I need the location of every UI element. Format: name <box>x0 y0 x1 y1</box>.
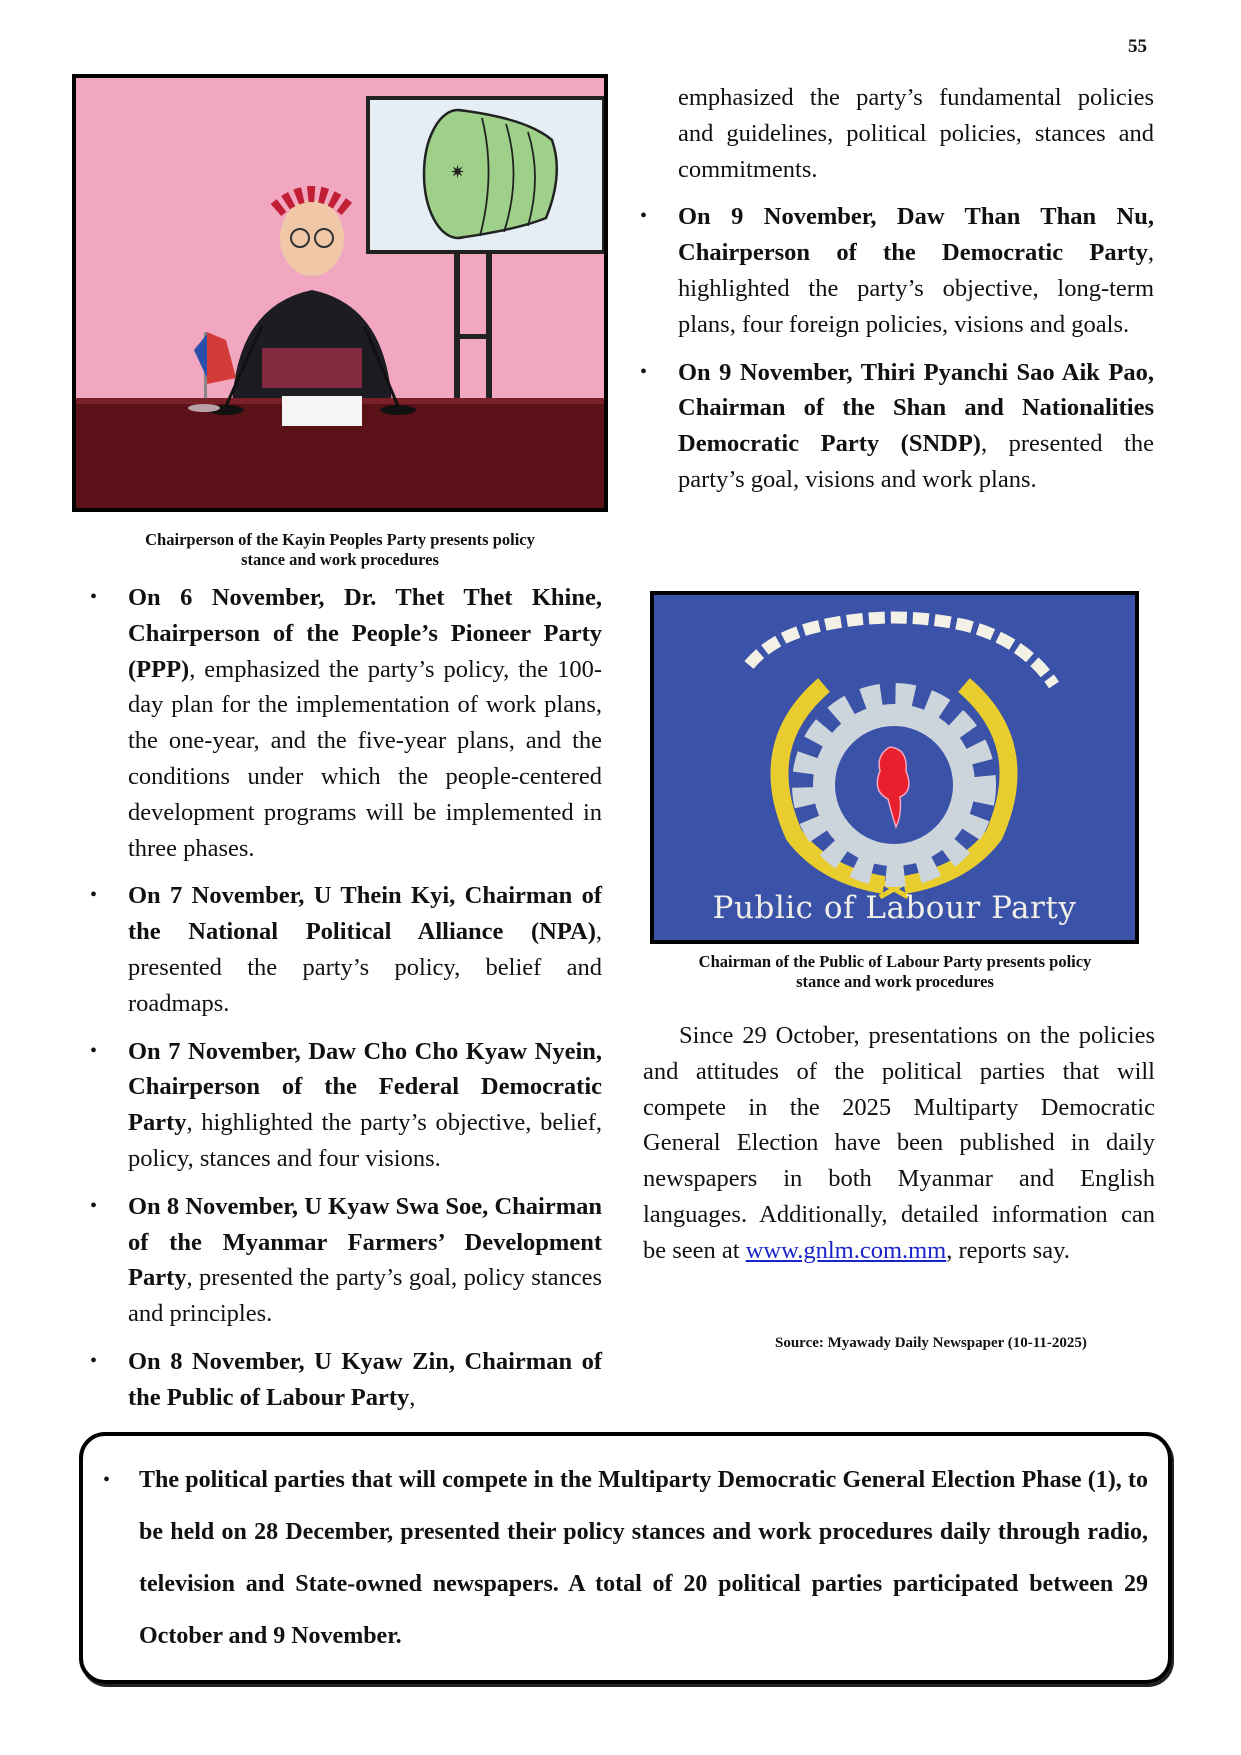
item-text: , <box>409 1383 416 1411</box>
right-column <box>640 80 1154 510</box>
list-item <box>640 199 1154 342</box>
logo-caption-line-2: stance and work procedures <box>796 972 994 991</box>
list-item <box>90 580 602 866</box>
photo-caption-line-2: stance and work procedures <box>241 550 439 569</box>
item-text: , presented the party’s goal, visions and work plans. <box>678 430 1154 493</box>
gnlm-link[interactable]: www.gnlm.com.mm <box>745 1236 947 1264</box>
bullet-icon: • <box>640 360 648 383</box>
article-paragraph <box>643 1018 1155 1269</box>
article-text-end: , reports say. <box>946 1236 1070 1264</box>
logo-caption-line-1: Chairman of the Public of Labour Party presents policy <box>698 952 1092 971</box>
left-column <box>90 580 602 1428</box>
frog-drum-icon <box>424 110 557 238</box>
photo-caption <box>72 530 608 570</box>
presenter-illustration <box>76 78 604 508</box>
bullet-icon: • <box>90 1039 98 1062</box>
bullet-icon: • <box>103 1469 111 1491</box>
item-text: , highlighted the party’s objective, long-term plans, four foreign policies, visions and goals. <box>678 239 1154 338</box>
logo-caption <box>640 952 1150 992</box>
kayin-party-photo <box>72 74 608 512</box>
list-item <box>90 1344 602 1416</box>
item-lead: On 8 November, U Kyaw Swa Soe, Chairman of the Myanmar Farmers’ Development Party <box>128 1192 602 1292</box>
bullet-icon: • <box>90 1194 98 1217</box>
item-lead: On 9 November, Daw Than Than Nu, Chairperson of the Democratic Party <box>678 203 1154 267</box>
party-emblem-icon <box>654 595 1135 940</box>
item-text: , emphasized the party’s policy, the 100-day plan for the implementation of work plans, the one-year, and the five-year plans, and the conditions under which the people-centered development programs will be implemented in three phases. <box>128 655 602 862</box>
item-lead: On 6 November, Dr. Thet Thet Khine, Chairperson of the People’s Pioneer Party (PPP) <box>128 584 602 683</box>
summary-box <box>79 1432 1172 1684</box>
summary-text: The political parties that will compete in the Multiparty Democratic General Election Phase (1), to be held on 28 December, presented their policy stances and work procedures daily through radio, television and State-owned newspapers. A total of 20 political parties participated between 29 October and 9 November. <box>139 1467 1148 1649</box>
item-lead: On 7 November, U Thein Kyi, Chairman of the National Political Alliance (NPA) <box>128 882 602 946</box>
bullet-icon: • <box>90 1349 98 1372</box>
list-item <box>640 355 1154 498</box>
item-lead: On 7 November, Daw Cho Cho Kyaw Nyein, Chairperson of the Federal Democratic Party <box>128 1037 602 1137</box>
list-item <box>90 1034 602 1177</box>
public-of-labour-party-logo <box>650 591 1139 944</box>
item-text: , presented the party’s policy, belief and roadmaps. <box>128 918 602 1017</box>
item-lead: On 9 November, Thiri Pyanchi Sao Aik Pao, Chairman of the Shan and Nationalities Democratic Party (SNDP) <box>678 358 1154 458</box>
continued-text: emphasized the party’s fundamental policies and guidelines, political policies, stances and commitments. <box>678 84 1154 183</box>
photo-caption-line-1: Chairperson of the Kayin Peoples Party presents policy <box>145 530 535 549</box>
item-text: , presented the party’s goal, policy stances and principles. <box>128 1264 602 1328</box>
source-credit: Source: Myawady Daily Newspaper (10-11-2025) <box>775 1335 1087 1351</box>
svg-text:✷: ✷ <box>450 162 466 182</box>
page-number: 55 <box>1128 36 1147 57</box>
list-item <box>90 1189 602 1332</box>
bullet-icon: • <box>640 205 648 228</box>
item-lead: On 8 November, U Kyaw Zin, Chairman of the Public of Labour Party <box>128 1347 602 1411</box>
item-text: , highlighted the party’s objective, belief, policy, stances and four visions. <box>128 1109 602 1172</box>
list-item <box>90 878 602 1021</box>
article-text: Since 29 October, presentations on the policies and attitudes of the political parties that will compete in the 2025 Multiparty Democratic General Election have been published in daily newspapers in both Myanmar and English languages. Additionally, detailed information can be seen at <box>643 1022 1155 1264</box>
bullet-icon: • <box>90 586 98 608</box>
bullet-icon: • <box>90 884 98 907</box>
logo-party-name: Public of Labour Party <box>712 890 1077 926</box>
